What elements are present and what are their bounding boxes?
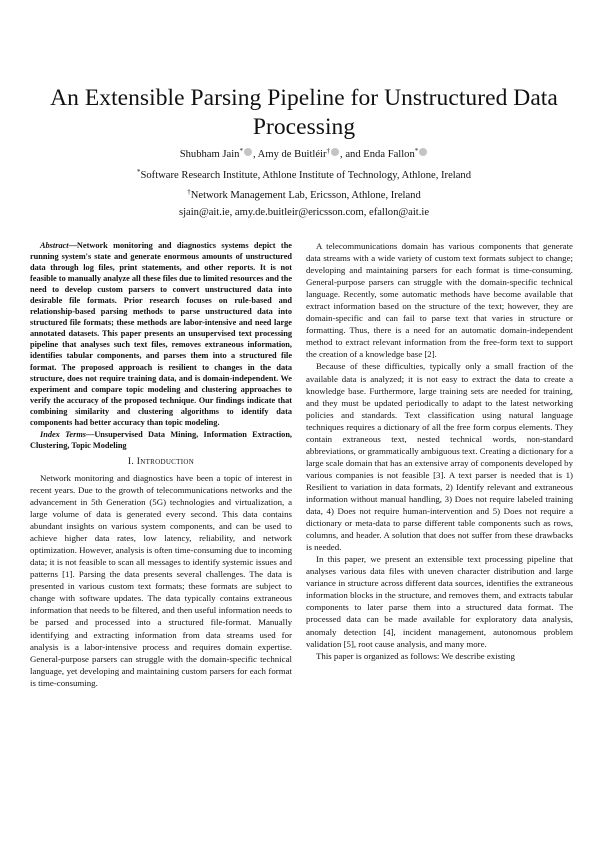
email-line: sjain@ait.ie, amy.de.buitleir@ericsson.com, efallon@ait.ie <box>178 206 430 218</box>
section-heading <box>30 456 292 469</box>
author-line <box>20 143 588 164</box>
index-terms-text: Unsupervised Data Mining, Information Extraction, Clustering, Topic Modeling <box>30 429 293 450</box>
index-terms-label: Index Terms <box>40 429 87 439</box>
author-name: Shubham Jain <box>179 149 240 160</box>
section-number: I. <box>127 456 137 467</box>
affiliation-mark: * <box>239 147 243 155</box>
affiliation-text: Software Research Institute, Athlone Institute of Technology, Athlone, Ireland <box>140 169 472 181</box>
body-paragraph: A telecommunications domain has various components that generate data streams with a wide variety of custom text formats subject to change; developing and maintaining parsers for each format is time-consuming. General-purpose parsers can struggle with the domain-specific technical language. Recently, some automatic methods have become available that extract information based on the structure of the text; however, they are domain-specific and can fail to parse text that varies in structure or formatting. Thus, there is a need for an automatic domain-independent method to extract relevant information from the free-form text to support the creation of a knowledge base [2]. <box>306 241 573 360</box>
abstract-text: Network monitoring and diagnostics systems depict the running system's state and generate enormous amounts of unstructured data through log files, print statements, and other reports. It is not feasible to manually analyze all these files due to limited resources and the need to develop custom parsers to convert unstructured data into desirable file formats. Prior research focuses on rule-based and relationship-based parsing methods to parse unstructured data into structured file formats; these methods are labor-intensive and need large annotated datasets. This paper presents an unsupervised text processing pipeline that analyses such text files, removes extraneous information, identifies tabular components, and parses them into a structured file format. The proposed approach is resilient to changes in the data structure, does not require training data, and is domain-independent. We experiment and compare topic modeling and clustering approaches to verify the accuracy of the proposed technique. Our findings indicate that combining similarity and clustering algorithms to identify data components had better accuracy than topic modeling. <box>30 241 292 427</box>
affiliation-mark: * <box>414 147 419 155</box>
affiliation-line <box>20 164 588 185</box>
affiliation-mark: † <box>326 147 331 155</box>
affiliation-text: Network Management Lab, Ericsson, Athlone, Ireland <box>190 190 421 201</box>
abstract-label: Abstract <box>40 241 69 250</box>
orcid-icon <box>419 148 427 156</box>
author-separator: , <box>252 149 258 160</box>
section-title: Introduction <box>136 456 195 467</box>
affiliation-mark: † <box>187 188 191 196</box>
author-name: Amy de Buitléir <box>257 149 327 160</box>
author-block <box>20 143 588 221</box>
affiliation-line <box>20 184 588 205</box>
body-paragraph: In this paper, we present an extensible text processing pipeline that analyses various data files with uneven character distribution and large variance in structure across different data sources, identifies the extraneous information blocks in the structure, and removes them, and extracts tabular components to later parse them into a structured data format. The processed data can be made available for exploratory data analysis, anomaly detection [4], incident management, autonomous problem validation [5], root cause analysis, and many more. <box>306 554 573 649</box>
paper-title: An Extensible Parsing Pipeline for Unstructured Data Processing <box>50 85 558 140</box>
author-name: Enda Fallon <box>363 149 415 160</box>
abstract <box>30 240 292 428</box>
body-paragraph: Network monitoring and diagnostics have been a topic of interest in recent years. Due to the growth of telecommunications networks and the advancement in 5th Generation (5G) technologies and virtualization, a large volume of data is generated every second. This data contains abundant insights on various system components, and can be used to achieve higher data rates, low latency, reliability, and network optimization. However, analysis is often time-consuming due to incoming data; it is not feasible to scan all messages to identify systemic issues and patterns [1]. Parsing the data presents several challenges. The data is presented in various custom text formats; these formats are subject to change with software updates. The data typically contains extraneous information that needs to be filtered, and then useful information needs to be parsed and processed into a structured file-format. Manually identifying and extracting information from data streams used for analysis is a labor-intensive process and requires domain expertise. General-purpose parsers can struggle with the domain-specific technical language, yet developing and maintaining custom parsers for each format is time-consuming. <box>30 472 292 688</box>
orcid-icon <box>331 148 339 156</box>
index-terms-dash: — <box>86 429 95 439</box>
body-paragraph: Because of these difficulties, typically only a small fraction of the available data is analyzed; it is not easy to extract the data to create a knowledge base. Furthermore, large training sets are needed for training, and they must be updated periodically to adapt to the latest networking policies and standards. Text classification using natural language techniques requires a dictionary of all the free form corpus elements. They contain extraneous text, nested technical words, non-standard abbreviations, or grammatically ambiguous text. Creating a dictionary for a large scale domain that has an extensive array of components developed by various companies is not feasible [3]. A text parser is needed that is 1) Resilient to variation in data formats, 2) Identify relevant and extraneous information without manual handling, 3) Does not require labeled training data, 4) Does not require human-intervention and 5) Does not require a dictionary or meta-data to parse different table components such as rows, columns, and header. A solution that does not suffer from these drawbacks is needed. <box>306 361 573 553</box>
author-separator: , and <box>340 149 364 160</box>
index-terms <box>30 429 292 451</box>
body-paragraph: This paper is organized as follows: We describe existing <box>316 650 515 661</box>
affiliation-mark: * <box>136 167 141 176</box>
orcid-icon <box>244 148 252 156</box>
left-column <box>30 240 292 689</box>
right-column <box>306 240 573 662</box>
abstract-dash: — <box>68 241 77 250</box>
